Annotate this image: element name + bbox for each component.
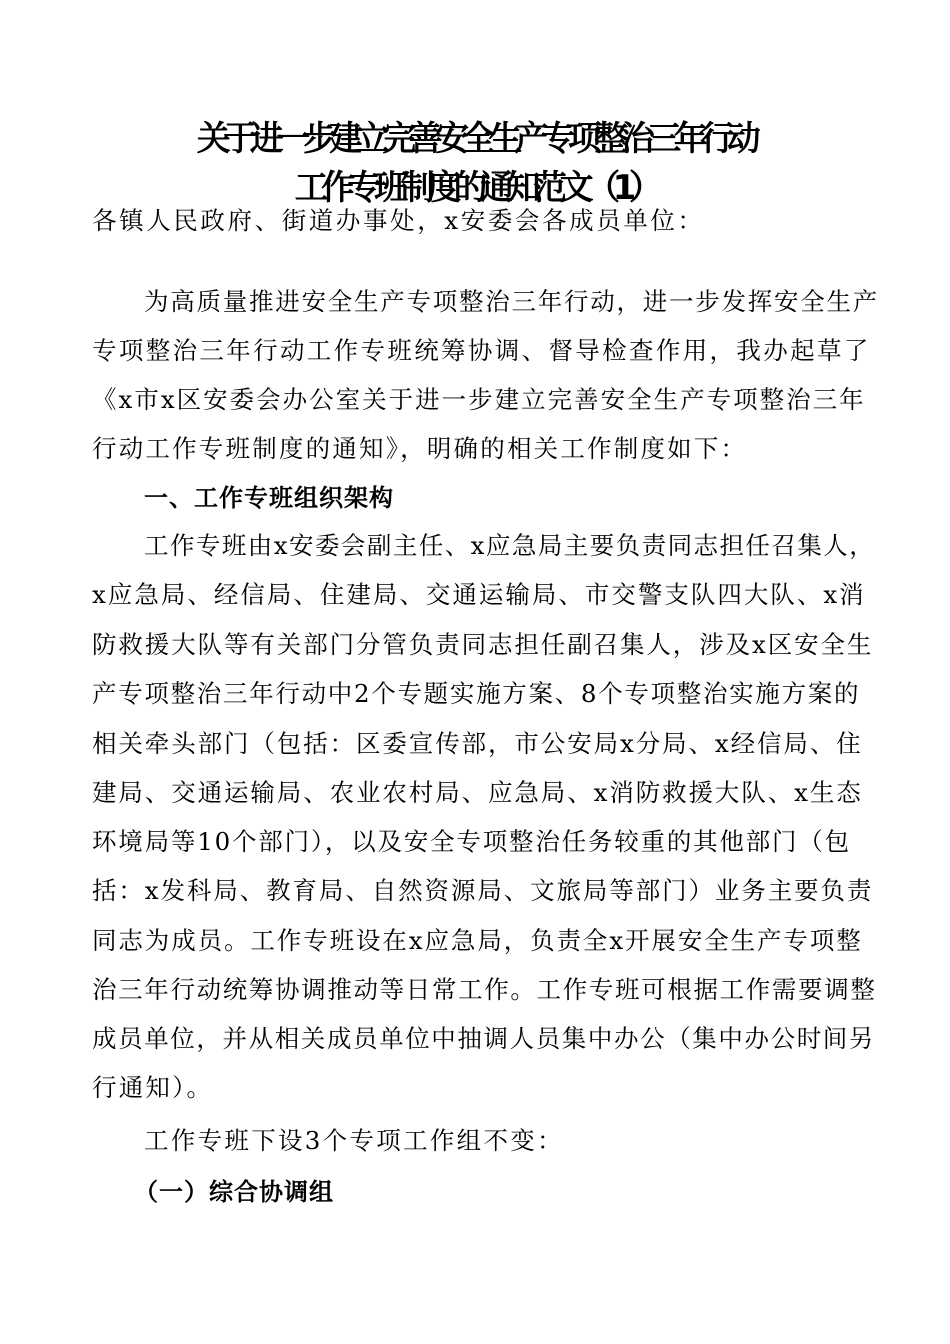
salutation: 各镇人民政府、街道办事处，x安委会各成员单位：: [92, 206, 705, 235]
section-1-line: 建局、交通运输局、农业农村局、应急局、x消防救援大队、x生态: [92, 778, 863, 807]
section-1-line: 括：x发科局、教育局、自然资源局、文旅局等部门）业务主要负责: [92, 876, 874, 905]
section-1-line: 同志为成员。工作专班设在x应急局，负责全x开展安全生产专项整: [92, 926, 863, 955]
groups-intro: 工作专班下设3个专项工作组不变：: [144, 1126, 564, 1155]
section-1-line: 防救援大队等有关部门分管负责同志担任副召集人，涉及x区安全生: [92, 630, 874, 659]
intro-line-1: 为高质量推进安全生产专项整治三年行动，进一步发挥安全生产: [144, 287, 879, 316]
section-1-line: 相关牵头部门（包括：区委宣传部，市公安局x分局、x经信局、住: [92, 729, 863, 758]
section-1-line: 成员单位，并从相关成员单位中抽调人员集中办公（集中办公时间另: [92, 1024, 875, 1053]
intro-line-3: 《x市x区安委会办公室关于进一步建立完善安全生产专项整治三年: [92, 385, 866, 414]
section-1-line: 产专项整治三年行动中2个专题实施方案、8个专项整治实施方案的: [92, 679, 861, 708]
section-1-line: x应急局、经信局、住建局、交通运输局、市交警支队四大队、x消: [92, 580, 866, 609]
section-1-line: 治三年行动统筹协调推动等日常工作。工作专班可根据工作需要调整: [92, 975, 877, 1004]
section-1-line: 行通知）。: [92, 1073, 214, 1102]
subsection-1-heading: （一）综合协调组: [134, 1178, 334, 1206]
intro-line-2: 专项整治三年行动工作专班统筹协调、督导检查作用，我办起草了: [92, 336, 871, 365]
document-title-line-1: 关于进一步建立完善安全生产专项整治三年行动: [196, 119, 754, 159]
section-1-heading: 一、工作专班组织架构: [144, 484, 394, 512]
intro-line-4: 行动工作专班制度的通知》，明确的相关工作制度如下：: [92, 434, 748, 463]
section-1-line: 环境局等10个部门），以及安全专项整治任务较重的其他部门（包: [92, 827, 851, 856]
document-title-line-2: 工作专班制度的通知范文（1）: [294, 168, 656, 208]
section-1-line: 工作专班由x安委会副主任、x应急局主要负责同志担任召集人，: [144, 531, 876, 560]
